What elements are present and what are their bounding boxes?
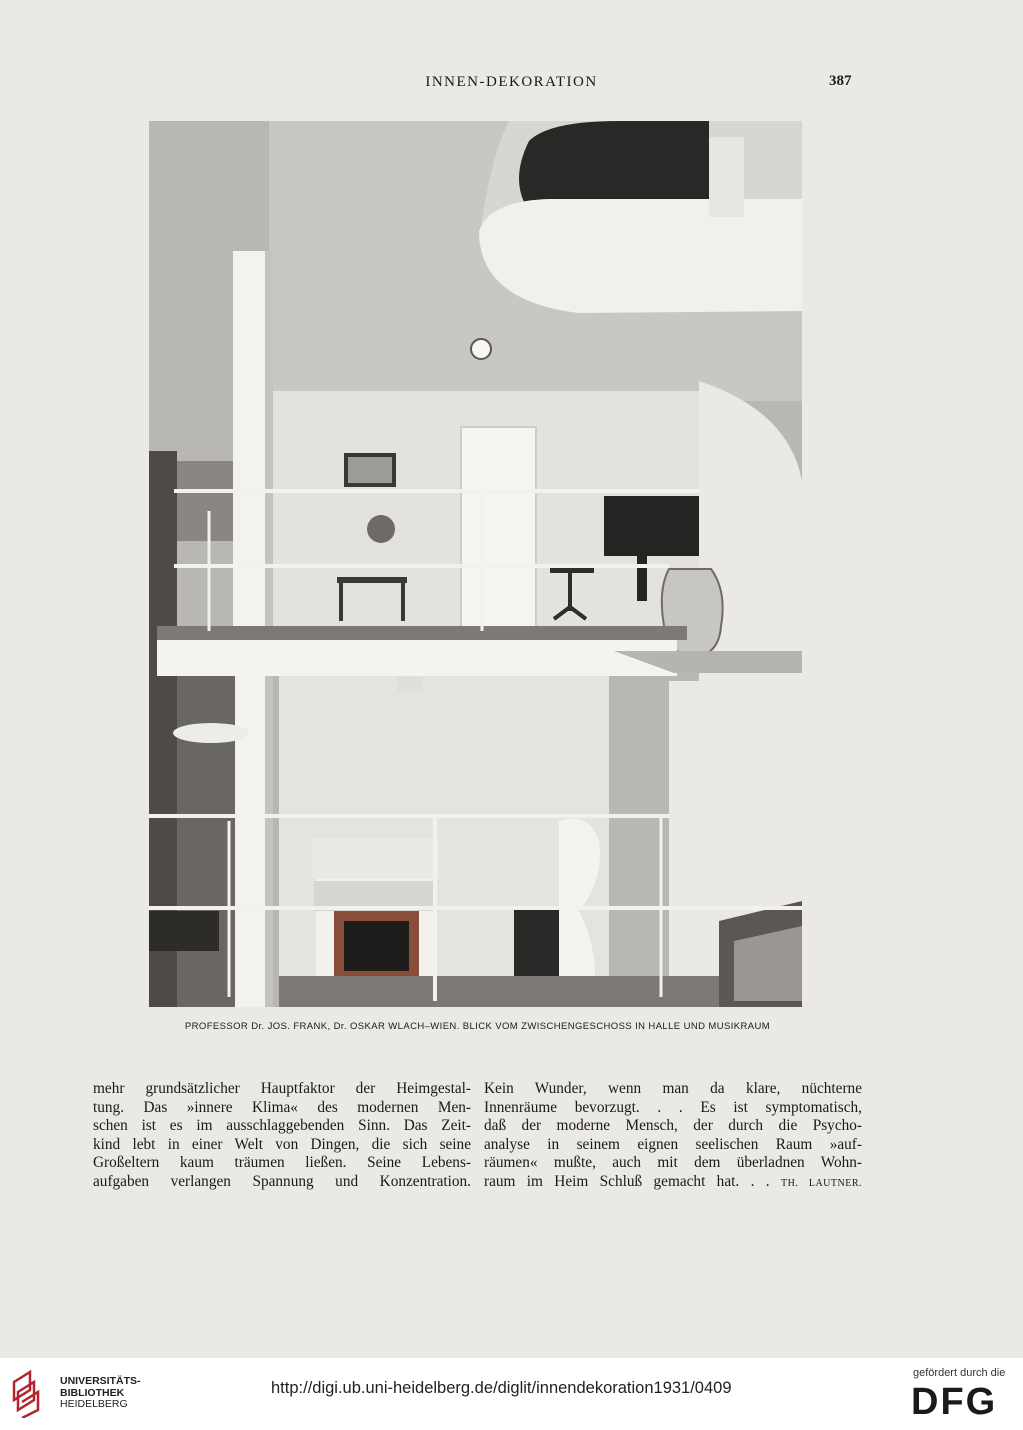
text-line-final [484, 1173, 862, 1194]
library-name-line: UNIVERSITÄTS- [60, 1375, 141, 1387]
text-line: daß der moderne Mensch, der durch die Psycho- [484, 1117, 862, 1135]
funding-note: gefördert durch die [913, 1367, 1006, 1379]
text-line: mehr grundsätzlicher Hauptfaktor der Heimgestal- [93, 1080, 471, 1097]
dfg-logo[interactable]: DFG [911, 1381, 998, 1423]
text-line: kind lebt in einer Welt von Dingen, die sich seine [93, 1135, 471, 1153]
digital-library-footer [0, 1358, 1023, 1430]
text-line: aufgaben verlangen Spannung und Konzentration. [93, 1172, 471, 1190]
running-title: INNEN-DEKORATION [425, 74, 598, 90]
page-number: 387 [829, 73, 852, 89]
text-line: Kein Wunder, wenn man da klare, nüchterne [484, 1080, 862, 1097]
text-line: tung. Das »innere Klima« des modernen Men- [93, 1098, 471, 1116]
text-line: schen ist es im ausschlaggebenden Sinn. Das Zeit- [93, 1117, 471, 1135]
library-logo-icon[interactable] [10, 1368, 52, 1418]
ellipsis: . . [750, 1172, 770, 1190]
interior-photograph [149, 121, 802, 1007]
text-column-left [93, 1080, 471, 1192]
text-fragment: raum im Heim Schluß gemacht hat. [484, 1172, 740, 1190]
text-line: räumen« mußte, auch mit dem überladnen Wohn- [484, 1154, 862, 1172]
permalink-url[interactable]: http://digi.ub.uni-heidelberg.de/diglit/innendekoration1931/0409 [271, 1379, 732, 1397]
text-line: Großeltern kaum träumen ließen. Seine Lebens- [93, 1154, 471, 1172]
figure-caption: PROFESSOR Dr. JOS. FRANK, Dr. OSKAR WLACH–WIEN. BLICK VOM ZWISCHENGESCHOSS IN HALLE UND MUSIKRAUM [184, 1021, 771, 1032]
text-line: analyse in seinem eignen seelischen Raum »auf- [484, 1135, 862, 1153]
library-name-line: HEIDELBERG [60, 1398, 128, 1410]
text-column-right [484, 1080, 862, 1194]
author-signature: TH. LAUTNER. [780, 1177, 862, 1189]
text-line: Innenräume bevorzugt. . . Es ist symptomatisch, [484, 1098, 862, 1116]
library-name[interactable] [60, 1376, 141, 1411]
library-name-line: BIBLIOTHEK [60, 1386, 125, 1399]
